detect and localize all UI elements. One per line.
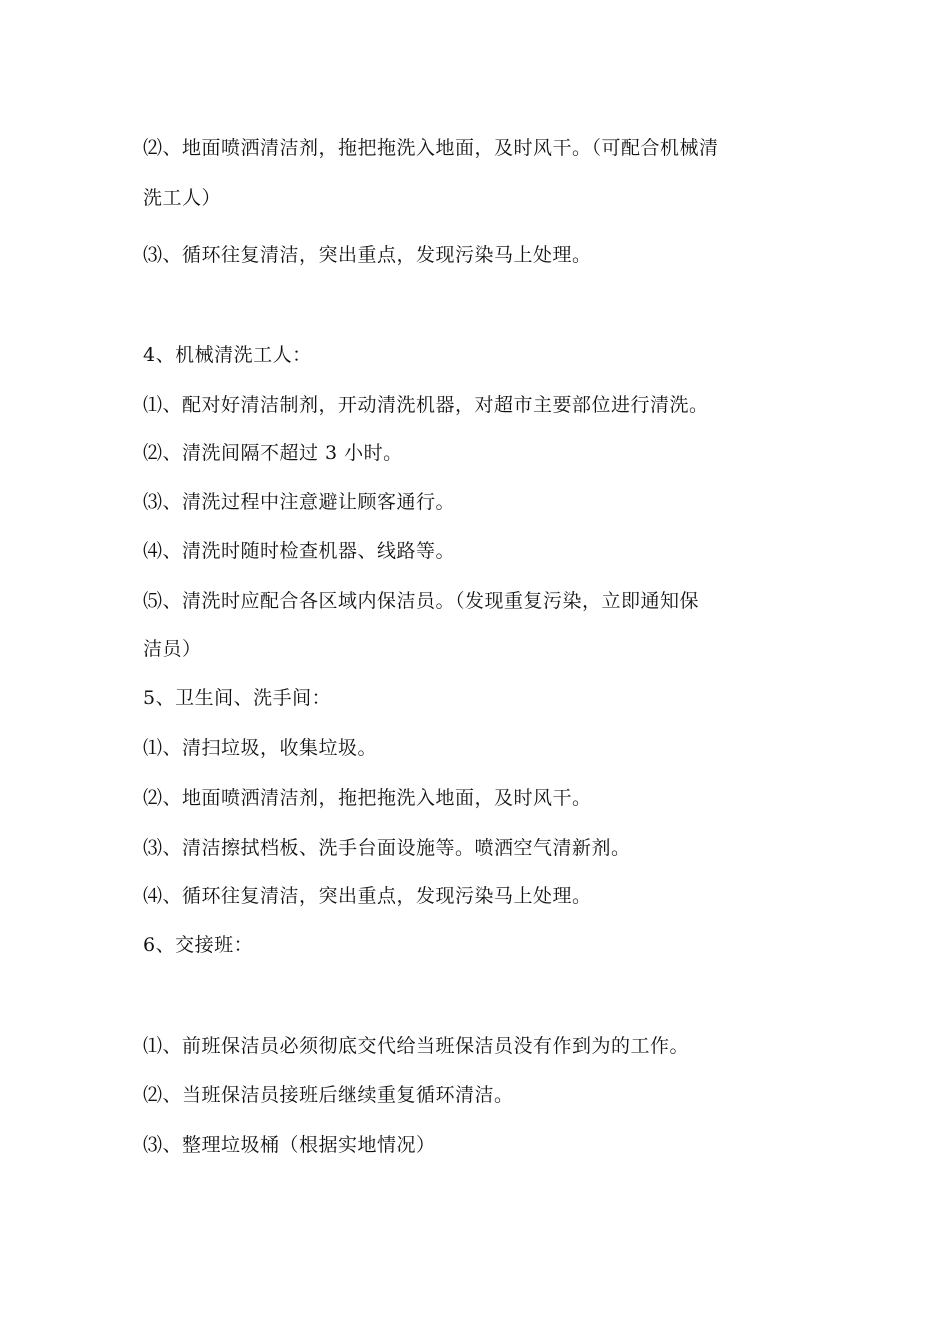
paragraph-line: ⑴、配对好清洁制剂，开动清洗机器，对超市主要部位进行清洗。 — [143, 394, 709, 416]
paragraph-line: 洗工人） — [143, 187, 222, 209]
paragraph-line: ⑵、清洗间隔不超过 3 小时。 — [143, 442, 403, 464]
paragraph-line: ⑷、循环往复清洁，突出重点，发现污染马上处理。 — [143, 885, 592, 907]
section-heading: 5、卫生间、洗手间： — [143, 687, 332, 709]
paragraph-line: ⑵、当班保洁员接班后继续重复循环清洁。 — [143, 1084, 514, 1106]
section-heading: 6、交接班： — [143, 934, 254, 956]
paragraph-line: ⑶、循环往复清洁，突出重点，发现污染马上处理。 — [143, 244, 592, 266]
paragraph-line: ⑸、清洗时应配合各区域内保洁员。（发现重复污染，立即通知保 — [143, 590, 700, 612]
section-heading: 4、机械清洗工人： — [143, 344, 312, 366]
paragraph-line: ⑷、清洗时随时检查机器、线路等。 — [143, 540, 456, 562]
paragraph-line: ⑴、清扫垃圾，收集垃圾。 — [143, 737, 378, 759]
paragraph-line: ⑵、地面喷洒清洁剂，拖把拖洗入地面，及时风干。 — [143, 787, 592, 809]
paragraph-line: ⑶、整理垃圾桶（根据实地情况） — [143, 1134, 436, 1156]
paragraph-line: ⑶、清洁擦拭档板、洗手台面设施等。喷洒空气清新剂。 — [143, 837, 631, 859]
paragraph-line: ⑵、地面喷洒清洁剂，拖把拖洗入地面，及时风干。（可配合机械清 — [143, 137, 719, 159]
paragraph-line: ⑶、清洗过程中注意避让顾客通行。 — [143, 491, 456, 513]
paragraph-line: ⑴、前班保洁员必须彻底交代给当班保洁员没有作到为的工作。 — [143, 1035, 690, 1057]
paragraph-line: 洁员） — [143, 638, 202, 660]
